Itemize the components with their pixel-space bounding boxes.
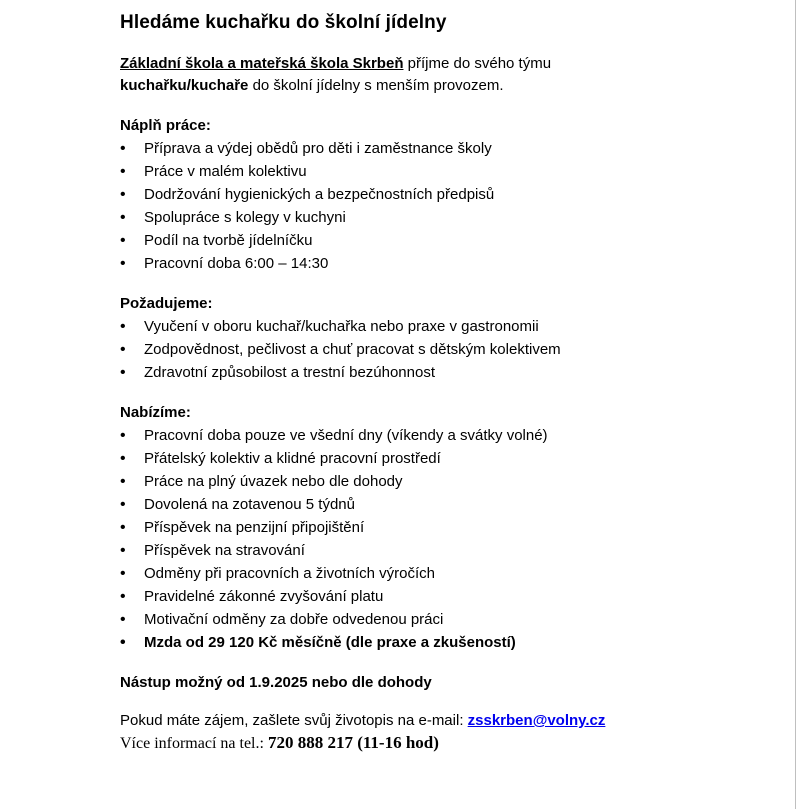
phone-number: 720 888 217 (11-16 hod) (267, 733, 439, 752)
offer-item: • Odměny při pracovních a životních výročích (120, 562, 760, 585)
offer-item: • Práce na plný úvazek nebo dle dohody (120, 470, 760, 493)
offer-item: • Příspěvek na stravování (120, 539, 760, 562)
requirement-item: • Zodpovědnost, pečlivost a chuť pracovat s dětským kolektivem (120, 338, 760, 361)
offer-list (120, 424, 760, 654)
offer-item: • Pravidelné zákonné zvyšování platu (120, 585, 760, 608)
page-title: Hledáme kuchařku do školní jídelny (120, 12, 447, 33)
document-content (120, 10, 760, 755)
school-name: Základní škola a mateřská škola Skrbeň (120, 55, 404, 72)
email-link[interactable]: zsskrben@volny.cz (467, 712, 606, 729)
duties-heading: Náplň práce: (120, 117, 211, 134)
duty-item: • Pracovní doba 6:00 – 14:30 (120, 252, 760, 275)
duty-item: • Dodržování hygienických a bezpečnostních předpisů (120, 183, 760, 206)
salary-item: • Mzda od 29 120 Kč měsíčně (dle praxe a zkušeností) (120, 631, 760, 654)
offer-item: • Příspěvek na penzijní připojištění (120, 516, 760, 539)
position-name: kuchařku/kuchaře (120, 77, 249, 94)
requirement-item: • Zdravotní způsobilost a trestní bezúhonnost (120, 361, 760, 384)
requirements-list (120, 315, 760, 384)
offer-heading: Nabízíme: (120, 404, 191, 421)
duties-list (120, 137, 760, 275)
phone-line (120, 732, 760, 755)
duty-item: • Práce v malém kolektivu (120, 160, 760, 183)
contact-text: Pokud máte zájem, zašlete svůj životopis na e-mail: (120, 712, 468, 729)
intro-text-2: do školní jídelny s menším provozem. (248, 77, 504, 94)
offer-item: • Dovolená na zotavenou 5 týdnů (120, 493, 760, 516)
requirements-heading: Požadujeme: (120, 295, 213, 312)
start-date: Nástup možný od 1.9.2025 nebo dle dohody (120, 674, 432, 691)
duty-item: • Podíl na tvorbě jídelníčku (120, 229, 760, 252)
offer-item: • Pracovní doba pouze ve všední dny (víkendy a svátky volné) (120, 424, 760, 447)
contact-paragraph (120, 710, 760, 732)
phone-label: Více informací na tel.: (120, 735, 268, 752)
duty-item: • Příprava a výdej obědů pro děti i zaměstnance školy (120, 137, 760, 160)
requirement-item: • Vyučení v oboru kuchař/kuchařka nebo praxe v gastronomii (120, 315, 760, 338)
offer-item: • Motivační odměny za dobře odvedenou práci (120, 608, 760, 631)
offer-item: • Přátelský kolektiv a klidné pracovní prostředí (120, 447, 760, 470)
intro-paragraph (120, 53, 760, 97)
duty-item: • Spolupráce s kolegy v kuchyni (120, 206, 760, 229)
intro-text-1: příjme do svého týmu (403, 55, 552, 72)
